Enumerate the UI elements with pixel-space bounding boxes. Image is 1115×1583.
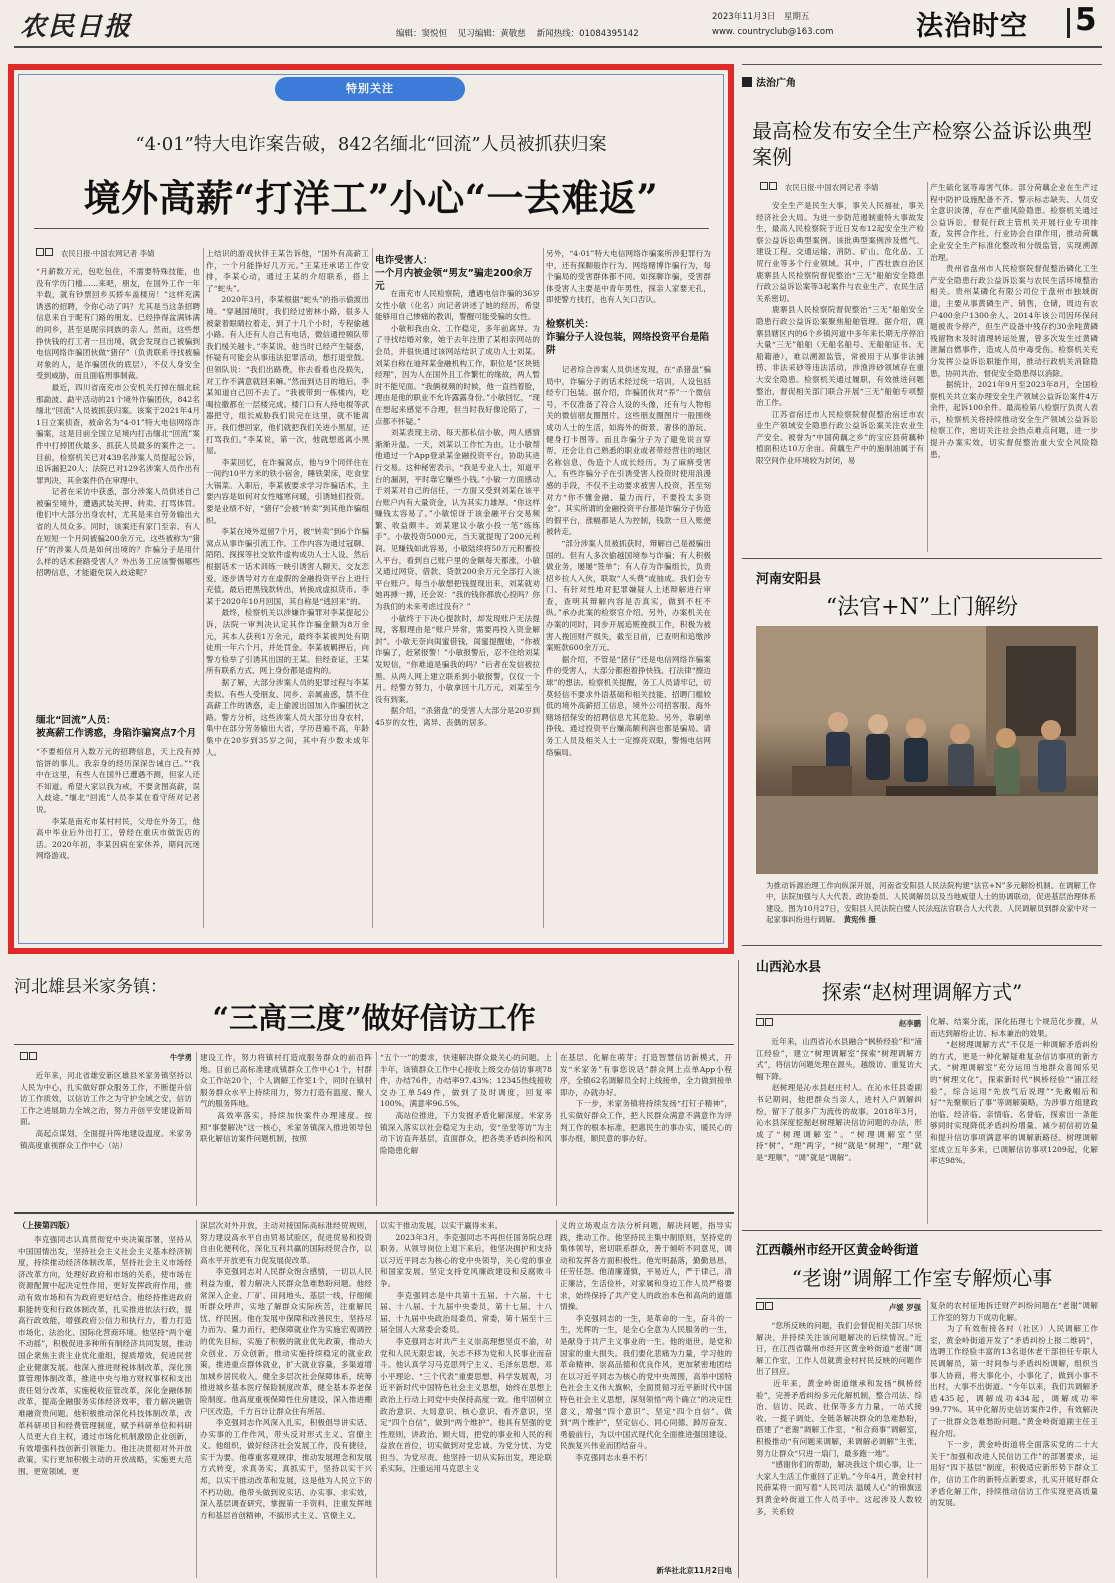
main-kicker: “4·01”特大电诈案告破，842名缅北“回流”人员被抓获归案: [135, 134, 607, 155]
mijia-head-rule: [14, 1044, 734, 1045]
ganzhou-headline: “老谢”调解工作室专解烦心事: [791, 1266, 1053, 1290]
mijia-col-3: “五个一”的要求，快速解决群众最关心的问题。上半年，该镇群众工作中心接收上级交办信访事项78件，办结76件，办结率97.43%；12345热线接收交办工单549件，做到了及时调度，回复率100%，满意率96.5%。 高站位推进，下力发掘矛盾化解深度。米家务镇深入落实以社会稳定为主动，安“坐堂等访”为主动下访直奔基层，直面群众，把各类矛盾纠纷和风险隐患化解: [380, 1053, 552, 1155]
law-corner-label-text: 法治广角: [756, 78, 796, 89]
anyang-rule: [742, 558, 1102, 559]
page-number: 5: [1075, 2, 1097, 38]
photo-caption-text: 为推动诉源治理工作向纵深开展，河南省安阳县人民法院构建“法官+N”多元解纷机制。在调解工作中，法院加强与人大代表、政协委员、人民调解员以及当地威望人士的协调联动，促进基层治理体系建设。图为10月27日，安阳县人民法院白璧人民法庭法官联合人大代表、人民调解员到群众家中对一起家事纠纷进行调解。: [766, 881, 1096, 925]
main-sub-3: 检察机关： 诈骗分子人设包装，网络投资平台是陷阱: [546, 319, 710, 356]
main-headline: 境外高薪“打洋工”小心“一去难返”: [83, 176, 659, 220]
ganzhou-byline-text: 卢媛 罗强: [888, 1303, 921, 1312]
byline-box-icon: [760, 182, 768, 190]
main-sub-2: 电诈受害人： 一个月内被金领“男友”骗走200余万元: [375, 255, 533, 292]
mijia-byline-text: 牛学勇: [169, 1053, 192, 1062]
col-divider: [203, 248, 204, 928]
qinxian-kicker: 山西沁水县: [756, 960, 822, 975]
col-divider: [372, 248, 373, 928]
right-top-col-2: 产生硫化氢等毒害气体。部分荷藕企业在生产过程中防护设施配备不齐、警示标志缺失、人员安全意识淡薄，存在严重风险隐患。检察机关通过公益诉讼，督促行政主管机关开展行业专项排查，发挥合作社、行业协会自律作用，推动荷藕企业安全生产标准化整改和分级监管，实现溯源治理。 贵州省盘州市人民检察院督促整治磷化工生产安全隐患行政公益诉讼案与农民生活环境整治相关。贵州某磷化有限公司位于盘州市独域街道，主要从事黄磷生产、销售，仓储，周边有农户400余户1300余人。2014年该公司因环保问题被责令停产，但生产设备中残存约30余吨黄磷残留物未及时清理转运处置，曾多次发生过黄磷泄漏自燃事件，造成人员中毒受伤。检察机关充分发挥公益诉讼职能作用，推动行政机关消除隐患，协同共治，督促安全隐患得以消除。 据统计，2021年9月至2023年8月，全国检察机关共立案办理安全生产领域公益诉讼案件4万余件，起诉100余件。最高检第八检察厅负责人表示，检察机关将持续推动安全生产领域公益诉讼检察工作，密切关注社会热点难点问题，进一步提升办案实效，切实督促整治重大安全风险隐患。: [930, 183, 1098, 459]
byline-box-icon: [36, 248, 44, 256]
col-divider: [556, 1220, 557, 1578]
right-top-byline-text: 农民日报·中国农网记者 李婧: [785, 183, 879, 192]
masthead-rule: [14, 46, 1102, 48]
main-col-4: 另外，“4·01”特大电信网络诈骗案所涉犯罪行为中，还有探聊般诈行为、网络赌博诈骗行为，每个骗局的受害群体都不同。如探聊诈骗，受害群体受害人主要是中青年男性，探亲人家要无孔，即使警方找打，也有人矢口否认。: [546, 249, 711, 305]
lkq-rule: [14, 1212, 734, 1214]
col-divider: [376, 1052, 377, 1206]
byline-box-icon: [756, 1302, 764, 1310]
anyang-kicker: 河南安阳县: [756, 572, 822, 587]
col-divider: [376, 1220, 377, 1578]
ganzhou-col-1: “您所反映的问题，我们会督促相关部门尽快解决，并持续关注该问题解决的后续情况。”近日，在江西省赣州市经开区黄金岭街道“老谢”调解工作室，工作人员就黄金村村民反映的问题作出了回应。 近年来，黄金岭街道继承和发扬“枫桥经验”，完善矛盾纠纷多元化解机制，整合司法、综治、信访、民政、社保等多方力量，一站式接收、一揽子调处、全链条解决群众的急难愁盼，搭建了“老谢”调解工作室，“和合商事”调解室，积极推动“有问题来调解，来调解必调解”主张，努力让群众“只进一扇门，最多跑一地”。 “感谢你们的帮助，解决我这个烦心事，让一大家人生活工作重回了正轨。”今年4月，黄金村村民薛某将一面写着“人民司法 温暖人心”的锦旗送到黄金岭街道工作人员手中。这起涉及人数较多，关系较: [756, 1321, 922, 1516]
main-col-1: “月薪数万元，包吃包住，不需要特殊技能，也没有学历门槛……来吧，朋友，在国外工作一年半载，就有钞票回乡买轿车盖楼房！”这样充满诱惑的招聘，令你心动了吗？尤其是当这条招聘信息来自于昵有门路的朋友、已经挣得盆满钵满的同乡，甚至是昵宗同族的亲人。然而，这些想挣快钱的打工者一旦出境，就会发现自己被骗到电信网络诈骗团伙做“猪仔”（负责联系寻找被骗对象的人，是诈骗团伙的底层），不仅人身安全受到威胁，而且面临刑事制裁。 最近，四川省南充市公安机关打掉在缅北皖那勐波、勐平活动的21个境外诈骗团伙，842名缅北“回流”人员被抓获归案。该案于2021年4月1日立案侦查，被命名为“4·01”特大电信网络诈骗案，这是目前全国立足境内打击缅北“回流”案件中打掉团伙最多、抓获人员最多的案件之一。目前，检察机关已对439名涉案人员提起公诉，追诉漏犯20人；法院已对129名涉案人员作出有罪判决，其余案件仍在审理中。 记者在采访中获悉，部分涉案人员供述自己被骗至境外，遭遇武装关押、转卖、打骂体罚。他们中大部分出身农村，尤其是来自劳务输出大省的人员众多。同时，该案还有家门至亲、有人在短短一个月间被骗200余万元。这些被称为“猪仔”的涉案人员是如何出境的？诈骗分子是用什么样的话术套路受害人？外出务工应该警惕哪些招聘信息，才能避免误入歧途呢？: [36, 267, 200, 578]
lkq-col-2: 深层次对外开放，主动对接国际高标准经贸规则，努力建设高水平自由贸易试验区，促进贸易和投资自由化便利化，深化互利共赢的国际经贸合作，以高水平开放更有力促发展促改革。 李克强同志对人民群众饱含感情，一切以人民利益为重，着力解决人民群众急难愁盼问题。他经常深入企业、厂矿、田间地头、基层一线，仔细倾听群众呼声，实地了解群众实际疾苦，注重解民忧、纾民困。他在发展中保障和改善民生，坚持尽力而为、量力而行，把保障就业作为实施宏观调控的优先目标，实施了积极的就业优先政策，推动大众创业、万众创新，推动实施持续稳定的就业政策，推进重点群体就业，扩大就业容量，多渠道增加城乡居民收入，健全多层次社会保障体系，统筹推进城乡基本医疗保险制度改革，健全基本养老保险制度。他高度重视保障性住房建设，深入推进棚户区改造，千方百计让群众住有所居。 李克强同志作风深入扎实，积极倡导讲实话、办实事的工作作风，带头反对形式主义、官僚主义。他组织，做好经济社会发展工作，没有捷径，实干为要。他尊重客观规律，推动发展理念和发展方式转变，求真务实、真抓实干，坚持以实干兴邦，以实干推动改革和发展，这是他为人民立下的不朽功勋。他带头做到说实话、办实事、求实效，深入基层调查研究，掌握第一手资料，注重发挥地方和基层首创精神，不搞形式主义、官僚主义。: [200, 1221, 372, 1520]
lkq-col-4: 义的立场观点方法分析问题，解决问题，指导实践，推动工作。他坚持民主集中制原则，坚持党的集体领导，密切联系群众，善于倾听不同意见，调动和发挥各方面积极性。他光明磊落，勤勤恳恳，任劳任怨。他清廉谨慎，平易近人，严于律己，清正廉洁，生活俭朴，对家属和身边工作人员严格要求，始终保持了共产党人的政治本色和高尚的道德情操。 李克强同志的一生，是革命的一生，奋斗的一生，光辉的一生，是全心全意为人民服务的一生，是献身于共产主义事业的一生。他的逝世，是党和国家的重大损失。我们要化悲痛为力量，学习他的革命精神、崇高品德和优良作风，更加紧密地团结在以习近平同志为核心的党中央周围，高举中国特色社会主义伟大旗帜，全面贯彻习近平新时代中国特色社会主义思想，深刻领悟“两个确立”的决定性意义，增强“四个意识”、坚定“四个自信”、做到“两个维护”，坚定信心、同心同德、踔厉奋发、勇毅前行，为以中国式现代化全面推进强国建设、民族复兴伟业而团结奋斗。 李克强同志永垂不朽！: [560, 1221, 732, 1462]
qinxian-col-2: 化解、结案分流，深化拓理七个规范化步骤，从而达到解纷止访、标本兼治的效果。 “赵树理调解方式”不仅是一种调解矛盾纠纷的方式，更是一种化解疑难复杂信访事项的新方式。“树理调解室”充分运用当地群众喜闻乐见的“树理文化”，探索新时代“枫桥经验”“浦江经验”，综合运用“先放气后说理”“先戴帽后和好”“先聚顺后了事”等调解策略，为涉事方组建政治临、经济临、亲情临、名誉临，探索出一条能够同时实现降低矛盾纠纷增量、减少初信初访量和提升信访事项满意率的调解新路径。树理调解室成立五年多来，已调解信访事项1209起，化解率达98%。: [930, 1017, 1098, 1166]
col-divider: [927, 1016, 928, 1224]
byline-box-icon: [769, 182, 777, 190]
issue-date: [712, 10, 809, 22]
mijia-byline: [20, 1052, 192, 1063]
right-column-top-rule: [742, 64, 1102, 65]
mijia-kicker: 河北雄县米家务镇：: [14, 977, 167, 997]
qinxian-headline: 探索“赵树理调解方式”: [821, 980, 1023, 1004]
byline-box-icon: [765, 1018, 773, 1026]
anyang-headline: “法官+N”上门解纷: [825, 595, 1019, 620]
mijia-headline: “三高三度”做好信访工作: [212, 1001, 536, 1035]
photo-caption: [766, 880, 1096, 926]
section-name: 法治时空: [916, 11, 1028, 42]
main-sub-1: 缅北“回流”人员： 被高薪工作诱惑，身陷诈骗窝点7个月: [36, 715, 197, 739]
mijia-col-2: 建设工作，努力将镇村打造成服务群众的前沿阵地。目前已高标准建成镇群众工作中心1个，村群众工作站20个，个人调解工作室1个，同时在镇村服务群众水平上持续用力，努力打造有温度、聚人气的服务阵地。 高效率落实，持续加快案件办理速度。按照“事要解决”这一核心，米家务镇深入推进领导包联化解信访案件问题机制，按照: [200, 1053, 372, 1144]
page-column-divider: [738, 960, 739, 1578]
byline-box-icon: [20, 1052, 28, 1060]
right-top-headline: 最高检发布安全生产检察公益诉讼典型案例: [752, 119, 1092, 169]
col-divider: [556, 1052, 557, 1206]
right-top-byline: [760, 182, 930, 193]
masthead-editors: 编辑：窦悦恒 见习编辑：黄敬慈 新闻热线：01084395142: [396, 29, 639, 39]
ganzhou-kicker: 江西赣州市经开区黄金岭街道: [756, 1242, 919, 1257]
main-byline-text: 农民日报·中国农网记者 李婧: [61, 249, 155, 258]
col-divider: [927, 182, 928, 552]
lkq-col-3: 以实干推动发展，以实干赢得未来。 2023年3月，李克强同志不再担任国务院总理职务。从领导岗位上退下来后，他坚决拥护和支持以习近平同志为核心的党中央领导，关心党的事业和国家发展，坚定支持党风廉政建设和反腐败斗争。 李克强同志是中共第十五届、十六届、十七届、十八届、十九届中央委员，第十七届、十八届、十九届中央政治局委员、常委，第十届至十三届全国人大常委会委员。 李克强同志对共产主义崇高理想坚贞不渝，对党和人民无限忠诚，矢志不移为党和人民事业而奋斗。他认真学习马克思列宁主义、毛泽东思想、邓小平理论、“三个代表”重要思想、科学发展观，习近平新时代中国特色社会主义思想，始终在思想上政治上行动上同党中央保持高度一致。他牢固树立政治意识、大局意识、核心意识、看齐意识，坚定“四个自信”，做到“两个维护”。他具有坚强的党性原则，讲政治、顾大局，把党的事业和人民的利益放在首位，切实做到对党忠诚、为党分忧、为党担当、为党尽责。他坚持一切从实际出发，理论联系实际，注重运用马克思主义: [380, 1221, 552, 1474]
qinxian-byline-rule: [756, 1014, 921, 1015]
qinxian-rule: [742, 945, 1102, 946]
mijia-col-4: 在基层、化解在萌芽；打造智慧信访新模式，开发“米家务”有事您说话”群众网上点单App小程序，全镇62名调解员全时上线接单，全力做到接单即办，办就办好。 下一步，米家务镇将持续发扬“打钉子精神”，扎实做好群众工作，把人民群众满意不满意作为评判工作的根本标准，把惠民生的事办实，暖民心的事办细，顺民意的事办好。: [560, 1053, 732, 1144]
photo-credit: 黄宪伟 摄: [843, 915, 876, 925]
byline-box-icon: [765, 1302, 773, 1310]
byline-box-icon: [45, 248, 53, 256]
qinxian-col-1: 近年来，山西省沁水县融合“枫桥经验”和“浦江经验”，建立“树理调解室”探索“树理调解方式”，将信访问题处理在源头，越级访、重复访大幅下降。 赵树理是沁水县赵庄村人。在沁水任县委副书记期间，他把群众当亲人，进村入户调解纠纷，留下了很多广为流传的故事。2018年3月，沁水县深度挖掘赵树理解决信访问题的办法，形成了“树理调解室”。“树理调解室”坚持“树”、“理”两字，“树”就是“树理”，“理”就是“理顺”，“调”就是“调解”。: [756, 1037, 922, 1162]
mediation-photo: [756, 626, 1098, 874]
byline-box-icon: [29, 1052, 37, 1060]
qinxian-byline-text: 赵李鹏: [898, 1019, 921, 1028]
masthead-website: www. countryclub@163.com: [712, 27, 834, 37]
square-icon: [742, 77, 752, 87]
main-col-4b: 记者综合涉案人员供述发现，在“杀猪盘”骗局中，诈骗分子的话术经过统一培训，人设包括经专门包装。据介绍，诈骗团伙对“养”一个微信号，不仅准备了符合人设的头像，还有与人物相关的微信朋友圈图片。这些朋友圈图片一般围绕成功人士的生活，如海外的街景、奢侈的游玩、健身打卡图等。而且诈骗分子为了避免说言穿帮，还会让自己熟悉的职业或者带经营住的地区名称信息，伪造个人成长经历。为了麻痹受害人，有些诈骗分子在引诱受害人投资时使用浪漫感的手段，不仅不主动要求被害人投资，甚至刻对方“你不懂金融、量力而行，不要投太多资金”。其实所谓的金融投资平台都是诈骗分子伪造的假平台，涨幅都是人为控制，钱款一旦入账便被转走。 “部分涉案人员被抓获时，辩解自己是被骗出国的。但有人多次偷越国境参与诈骗；有人积极做业务，屡屡“签单”；有人存为诈骗组长，负责招乡拉人入伙，联取“人头费”或抽成。我们会专门、有针对性地对犯罪嫌疑人上述辩解进行审查，查明其辩解内容是否真实，做到不枉不纵。”承办此案的检察官介绍。另外，办案机关在办案的同时，同步开展追赃挽损工作，积极为被害人挽回财产损失，截至目前，已查明和追缴涉案赃款600余万元。 据介绍，不管是“猪仔”还是电信网络诈骗案件的受害人，大部分都抱着挣快钱、打法律“擦边球”的想法。检察机关提醒，务工人员请牢记，切莫轻信不要求外语基础和相关技能、招聘门槛较低的境外高薪招工信息，境外公司招客服、海外赌场招保安的招聘信息尤其危险。另外，靠刷单挣钱、通过投资平台赚高额利润也都是骗局。请务工人员及相关人士一定擦亮双眼，警惕电信网络骗局。: [546, 365, 711, 757]
ganzhou-byline: [756, 1302, 921, 1313]
main-head-rule: [34, 228, 709, 229]
qinxian-byline: [756, 1018, 921, 1029]
main-col-1b: “不要相信月入数万元的招聘信息，天上没有掉馅饼的事儿。我亲身的经历深深告诫自己。”“我中在这里，有些人在国外已遭遇不测，但家人还不知道。希望大家以我为戒，不要贪图高薪，误入歧途。”缅北“回流”人员李某在看守所对记者说。 李某是南充市某村村民，父母在外务工，他高中毕业后外出打工，曾经在重庆市做饭店的活。2020年初，李某因病在家休养，期间沉迷网络游戏。: [36, 747, 200, 861]
ganzhou-col-2: 复杂的农村征地拆迁财产纠纷问题在“老谢”调解工作室的努力下成功化解。 为了有效衔接各村（社区）人民调解工作室，黄金岭街道开发了“矛盾纠纷上报二维码”，选聘工作经验丰富的13名退休老干部担任专职人民调解员，第一时间参与矛盾纠纷调解，组织当事人协商，将大事化小，小事化了，做到小事不出村，大事不出街道。“今年以来，我们共调解矛盾435起，调解成功434起，调解成功率99.77%。其中化解历史信访案件2件，有效解决了一批群众急难愁盼问题。”黄金岭街道副主任王程介绍。 下一步，黄金岭街道将全面落实党的二十大关于“加强和改进人民信访工作”的部署要求，运用好“四下基层”制度，积极适应新形势下群众工作，信访工作的新特点新要求，扎实开展好群众矛盾化解工作，持续推动信访工作实现更高质量的发展。: [930, 1301, 1098, 1508]
col-divider: [543, 248, 544, 928]
photo-scene: [756, 626, 1098, 874]
main-col-3: 在南充市人民检察院，遭遇电信诈骗的36岁女性小敏（化名）向记者讲述了她的经历，希望能够用自己惨痛的教训，警醒可能受骗的女性。 小敏和我由众、工作稳定，多年前离异。为了寻找结婚对象，她于去年注册了某相亲网站的会员，并很快通过该网站结识了成功人士刘某。刘某自称在迪拜某金融机构工作，职位是“区块链经理”，因为人在国外且工作繁忙的缘故，两人暂时不能见面。“我俩视频的时候，他一直挡着脸，理由是他的职业不允许露露身份。”小敏回忆，“现在想起来感觉不合理，但当时我好像沦陷了，一点都不怀疑。” 刘某表现主动、每天都私信小敏，两人感情渐渐升温。一天，刘某以工作忙为由，让小敏帮他通过一个App登录某金融投资平台，协助其进行交易。这种秘密表示，“我是专业人士，知道平台的漏洞，平时靠它赚些小钱。”小敏一方面感动于刘某对自己的信任，一方面又受到刘某在该平台账户内有大量资金，认为其实力雄厚。“你这样赚钱太容易了。”小敏惊讶于该金融平台交易频繁、收益颇丰。刘某建议小敏小投一笔“练练手”。小敏投资5000元，当天就提现了200元利润。见赚钱如此容易，小敏陆续将50万元积蓄投入平台，看到自己账户里的金额每天都涨，小敏又通过网贷、借款、贷款200余万元全部打入该平台账户。每当小敏想把钱提现出来，刘某就劝她再搏一搏，还会说：“我的钱你都放心投吗？你为我们的未来考虑过没有？” 小敏终于下决心提款时，却发现账户无法提现，客服理由是“账户异常，需要再投入资金解封”。小敏无奈向闺蜜借钱，闺蜜提醒她，“你被诈骗了，赶紧报警！”小敏报警后，忍不住给刘某发短信，“你难道是骗我的吗？”后者在发信被拉黑。从两人网上建立联系到小敏报警，仅仅一个月。经警方努力，小敏拿回十几万元，刘某至今没有到案。 据介绍，“杀猪盘”的受害人大部分是20岁到45岁的女性，离异、丧偶的居多。: [375, 289, 540, 727]
masthead: [0, 0, 1115, 60]
lkq-continued-label: （上接第四版）: [18, 1221, 74, 1230]
lkq-col-1: 李克强同志认真贯彻党中央决策部署，坚持从中国国情出发，坚持社会主义社会主义基本经济制度，持续推动经济体制改革，坚持社会主义市场经济改革方向，处理好政府和市场的关系，使市场在资源配置中起决定性作用，更好发挥政府作用，推动有效市场和有为政府更好结合。他经持推进政府职能转变和行政体制改革，扎实推进依法行政，提高行政效能，增强政府公信力和执行力，着力打造市场化、法治化、国际化营商环境。他坚持“两个毫不动摇”，积极促进多种所有制经济共同发展，推动国企衆焦主责主业优化重组，提质增效，促进民营企业健康发展。他深入推进财税体制改革，深化预算管理体制改革，推进中央与地方财权事权和支出责任划分改革，实施税收征管改革，深化金融体制改革，提高金融服务实体经济效率，着力解决融资难融资贵问题。他积极推动深化科技体制改革，改革科研项目和经费管理制度，赋予科研单位和科研人员更大自主权，通过市场化机制激励企业创新，有效增强科技创新引领能力。他注决贯彻对外开放政策，实行更加积极主动的开放战略，实施更大范围、更宽领域、更: [18, 1235, 192, 1476]
lkq-footer: 新华社北京11月2日电: [656, 1566, 732, 1575]
section-divider: [1067, 8, 1070, 38]
special-focus-tag: 特别关注: [275, 77, 465, 101]
issue-date-text: 2023年11月3日: [712, 12, 776, 22]
col-divider: [196, 1052, 197, 1206]
issue-weekday: 星期五: [783, 12, 810, 22]
main-col-2: 上结识的游戏伙伴王某告诉他，“国外有高薪工作，一个月能挣好几万元。”王某还承诺工作安排，李某心动，通过王某的介绍联系，搭上了“蛇头”。 2020年3月，李某根据“蛇头”的指示偷渡出境。“穿越国境时，我们经过密林小路，很多人被蒙着眼睛拉着走，到了十几个小时，专程偷越小路。有人还有人自己有电话，微信通控频队带我们缓关越卡。”李某说，他当时已经产生疑惑，怀疑有可能会从事违法犯罪活动，想打退堂鼓。但领队说：“我们出路费，你去看看也没损失，对工作不满意就回来嘛。”然而到达目的地后，李某知道自己回不去了。“我被带到一栋楼内，吃喝拉撒都在一层楼完成。楼门口有人持电棍等武器把守，组长威胁我们说完在这里，就不能离开。我们想回家，他们就把我们关进小黑屋，还打骂我们。”李某说，第一次，他就想逃离小黑屋。 李某回忆，在诈骗窝点，他与9个同伴住在一间约10平方米的铁小宿舍，睡铁架床，吃食堂大锅菜。入职后，李某被要求学习诈骗话术，主要内容是如何对女性嘘寒问暖，引诱她们投资。要是业绩不好，“猪仔”会被“转卖”到其他诈骗组织。 李某在境外逗留7个月，被“转卖”到6个诈骗窝点从事诈骗引流工作。工作内容为通过冠聊、陌陌、探探等社交软件虚构成功人士人设，然后根据话术一话术训练一映引诱害人聊天、交友恋爱，逐步诱导对方在虚假的金融投资平台上进行充值。最后把黑钱款转出，转换成虚拟货币。李某于2020年10月回国，其自称是“逃回来”的。 最终，检察机关以涉嫌诈骗罪对李某提起公诉，法院一审判决认定其作诈骗金额为8万余元，其本人获利1万余元，最终李某被判处有期徒刑一年六个月，并处罚金。李某被羁押后，向警方检举了引诱其出国的王某。但经查证，王某所有联系方式、网上身份都是虚构的。 据了解，大部分涉案人员的犯罪过程与李某类似。有些人受朋友、同乡、亲属蛊惑，禁不住高薪工作的诱惑，走上偷渡出国加入诈骗团伙之路。警方分析，这些涉案人员大部分出身农村，集中在部分劳务输出大省，学历普遍不高，年龄集中在20岁到35岁之间，其中有少数未成年人。: [206, 249, 369, 757]
byline-box-icon: [756, 1018, 764, 1026]
mijia-col-1: 近年来，河北省雄安新区雄县米家务镇坚持以人民为中心，扎实做好群众服务工作，不断提升信访工作质效，以信访工作之为守护全域之安，信访工作之进展助力全域之治，努力开创平安建设新局面。 高起点谋划，全面提升阵地建设温度。米家务镇高度重视群众工作中心（站）: [20, 1071, 192, 1150]
ganzhou-rule: [742, 1230, 1102, 1231]
main-byline: [36, 248, 201, 259]
ganzhou-byline-rule: [756, 1298, 921, 1299]
law-corner-label: [742, 74, 796, 89]
paper-name-logo: 农民日报: [20, 12, 133, 42]
right-top-col-1: 安全生产是民生大事，事关人民福祉，事关经济社会大局。为进一步防范遏制重特大事故发生，最高人民检察院于近日发布12起安全生产检察公益诉讼典型案例。该批典型案例涉及燃气、建设工程、交通运输、消防、矿山、危化品、工贸行业等多个行业领域。其中，广西壮族自治区鹿寨县人民检察院督促整治“三无”船舶安全隐患行政公益诉讼案等3起案件与农业生产、农民生活关系密切。 鹿寨县人民检察院督促整治“三无”船舶安全隐患行政公益诉讼案聚焦船舶管理。据介绍，鹿寨县辖区内的6个乡镇河道中多年来长期无序停泊大量“三无”船舶（无船名船号、无船舶证书、无船籍港），难以溯源监管，常被用于从事非法捕捞、非法采砂等违法活动，涉渔涉砂领域存在重大安全隐患。检察机关通过履职，有效推进问题整治，督促相关部门联合开展“三无”船舶专项整治工作。 江苏省宿迁市人民检察院督促整治宿迁市农业生产领域安全隐患行政公益诉讼案关注农业生产安全。被誉为“中国荷藕之乡”的宝应县荷藕种植面积达10万余亩。荷藕生产中的施制油属于有限空间作业环境较为封闭，易: [756, 201, 924, 466]
col-divider: [927, 1300, 928, 1578]
col-divider: [196, 1220, 197, 1578]
